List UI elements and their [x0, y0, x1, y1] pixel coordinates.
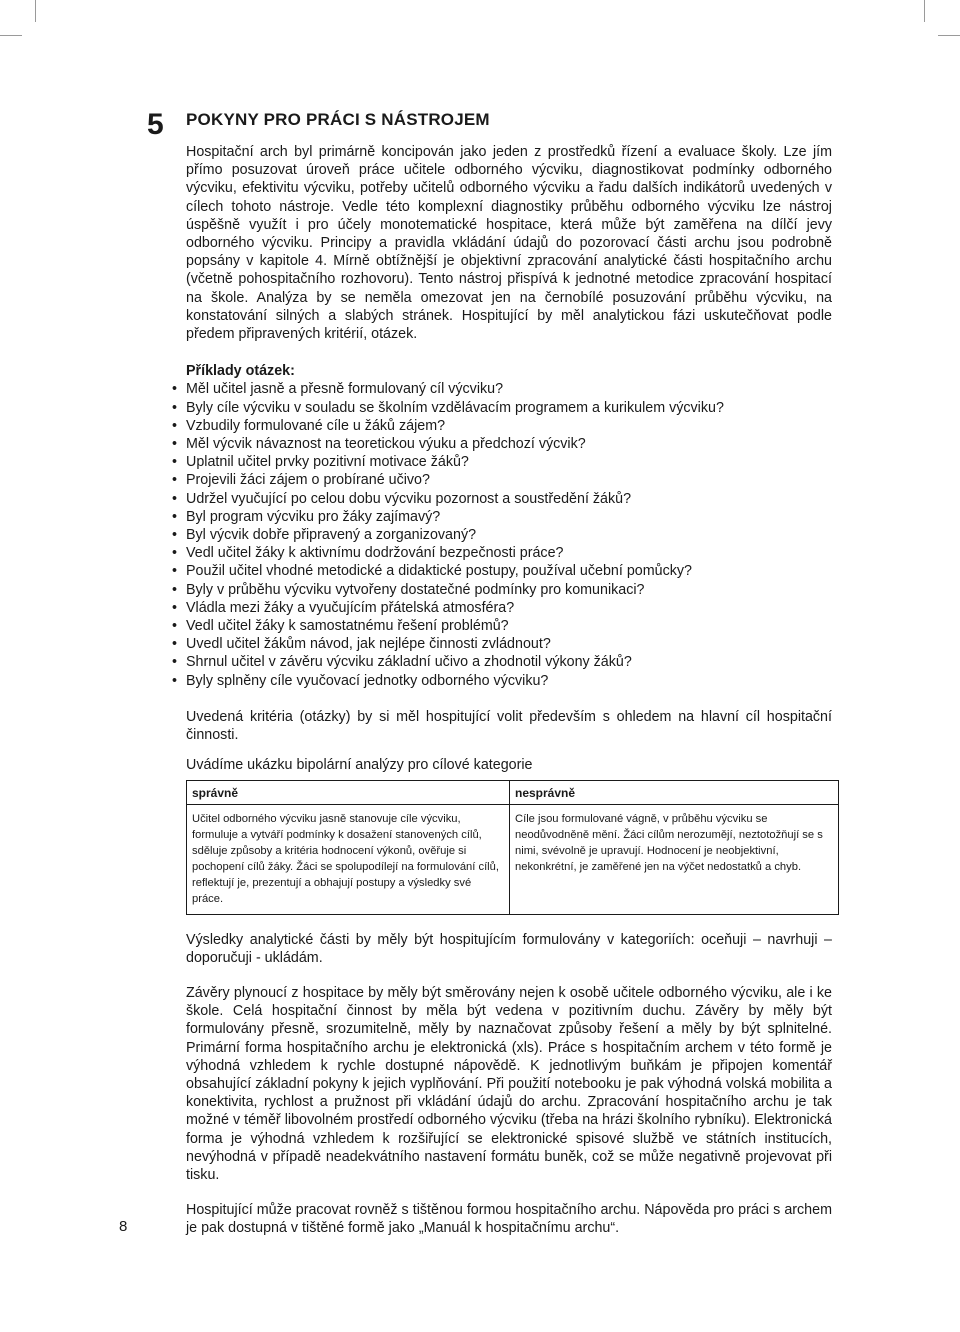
bullet-icon: •: [172, 472, 178, 489]
results-paragraph: Výsledky analytické části by měly být hospitujícím formulovány v kategoriích: oceňuji – navrhuji – doporučuji - ukládám.: [186, 931, 832, 966]
list-item: [172, 562, 832, 580]
question-text: Byly cíle výcviku v souladu se školním vzdělávacím programem a kurikulem výcviku?: [186, 399, 724, 416]
bullet-icon: •: [172, 654, 178, 671]
list-item: [172, 399, 832, 417]
question-text: Uvedl učitel žákům návod, jak nejlépe činnosti zvládnout?: [186, 636, 551, 653]
bullet-icon: •: [172, 618, 178, 635]
question-text: Použil učitel vhodné metodické a didaktické postupy, používal učební pomůcky?: [186, 563, 692, 580]
bipolar-analysis-table: [186, 780, 839, 915]
question-text: Byl výcvik dobře připravený a zorganizovaný?: [186, 527, 477, 544]
question-text: Uplatnil učitel prvky pozitivní motivace žáků?: [186, 454, 469, 471]
list-item: [172, 617, 832, 635]
question-text: Projevili žáci zájem o probírané učivo?: [186, 472, 430, 489]
list-item: [172, 471, 832, 489]
bullet-icon: •: [172, 636, 178, 653]
list-item: [172, 490, 832, 508]
header-incorrect: nesprávně: [510, 780, 839, 804]
list-item: [172, 599, 832, 617]
conclusions-paragraph: Závěry plynoucí z hospitace by měly být směrovány nejen k osobě učitele odborného výcviku, ale i ke škole. Celá hospitační činnost by měla být vedena v pozitivním duchu. Závěry by měly být formulovány přesně, srozumitelně, měly by naznačovat způsoby řešení a měly by být splnitelné. Primární forma hospitačního archu je elektronická (xls). Práce s hospitačním archem v této formě je výhodná vzhledem k rychle dostupné nápovědě. K jednotlivým buňkám je připojen komentář obsahující základní pokyny k jejich vyplňování. Při použití notebooku je pak výhodná volská mobilita a konektivita, rychlost a pružnost při vkládání údajů do archu. Zpracování hospitačního archu je tak možné v téměř libovolném prostředí odborného výcviku (třeba na hrázi školního rybníku). Elektronická forma je výhodná vzhledem k rozšiřující se elektronické spisové službě ve státních institucích, nevýhodná v případě neadekvátního nastavení formátu buněk, což se může negativně projevovat při tisku.: [186, 984, 832, 1183]
list-item: [172, 417, 832, 435]
page-content: [172, 143, 832, 1238]
question-text: Udržel vyučující po celou dobu výcviku pozornost a soustředění žáků?: [186, 490, 632, 507]
bullet-icon: •: [172, 672, 178, 689]
list-item: [172, 526, 832, 544]
bullet-icon: •: [172, 581, 178, 598]
crop-mark-top-left-vertical: [35, 0, 36, 22]
list-item: [172, 453, 832, 471]
bullet-icon: •: [172, 545, 178, 562]
bullet-icon: •: [172, 381, 178, 398]
list-item: [172, 635, 832, 653]
cell-incorrect: Cíle jsou formulované vágně, v průběhu výcviku se neodůvodněně mění. Žáci cílům nerozumějí, neztotožňují se s nimi, svévolně je upravují. Hodnocení je neobjektivní, nekonkrétní, je zaměřené jen na výčet nedostatků a chyb.: [510, 804, 839, 914]
list-item: [172, 653, 832, 671]
chapter-number: 5: [147, 108, 164, 141]
bullet-icon: •: [172, 563, 178, 580]
table-row: [187, 804, 839, 914]
question-text: Vládla mezi žáky a vyučujícím přátelská atmosféra?: [186, 599, 515, 616]
list-item: [172, 672, 832, 690]
question-list: [172, 380, 832, 689]
question-text: Vedl učitel žáky k aktivnímu dodržování bezpečnosti práce?: [186, 545, 564, 562]
question-text: Shrnul učitel v závěru výcviku základní učivo a zhodnotil výkony žáků?: [186, 654, 632, 671]
printed-form-paragraph: Hospitující může pracovat rovněž s tištěnou formou hospitačního archu. Nápověda pro práci s archem je pak dostupná v tištěné formě jako „Manuál k hospitačnímu archu“.: [186, 1202, 832, 1237]
bullet-icon: •: [172, 454, 178, 471]
header-correct: správně: [187, 780, 510, 804]
crop-mark-top-left-horizontal: [0, 35, 22, 36]
list-item: [172, 544, 832, 562]
bullet-icon: •: [172, 508, 178, 525]
intro-paragraph: Hospitační arch byl primárně koncipován jako jeden z prostředků řízení a evaluace školy. Lze jím přímo posuzovat úroveň práce učitele odborného výcviku, diagnostikovat podmínky odborného výcviku, efektivitu výcviku, potřeby učitelů odborného výcviku a řadu dalších indikátorů uvedených v cílech tohoto nástroje. Vedle této komplexní diagnostiky průběhu odborného výcviku lze nástroj úspěšně využít i pro účely monotematické hospitace, která může být zaměřena na dílčí jevy odborného výcviku. Principy a pravidla vkládání údajů do pozorovací části archu jsou podrobně popsány v kapitole 4. Mírně obtížnější je objektivní zpracování analytické části hospitačního archu (včetně pohospitačního rozhovoru). Tento nástroj přispívá k jednotné metodice zpracování hospitací na škole. Analýza by se neměla omezovat jen na černobílé posuzování průběhu výcviku, na konstatování silných a slabých stránek. Hospitující by měl analytickou fázi uskutečňovat podle předem připravených kritérií, otázek.: [186, 144, 832, 343]
examples-heading: Příklady otázek:: [186, 363, 295, 380]
table-header-row: [187, 780, 839, 804]
list-item: [172, 380, 832, 398]
bullet-icon: •: [172, 399, 178, 416]
question-text: Měl výcvik návaznost na teoretickou výuku a předchozí výcvik?: [186, 436, 586, 453]
crop-mark-top-right-horizontal: [938, 35, 960, 36]
bullet-icon: •: [172, 417, 178, 434]
question-text: Vedl učitel žáky k samostatnému řešení problémů?: [186, 618, 509, 635]
question-text: Byly splněny cíle vyučovací jednotky odborného výcviku?: [186, 672, 549, 689]
list-item: [172, 435, 832, 453]
cell-correct: Učitel odborného výcviku jasně stanovuje cíle výcviku, formuluje a vytváří podmínky k dosažení stanovených cílů, sděluje způsoby a kritéria hodnocení výkonů, ověřuje si pochopení cílů žáky. Žáci se spolupodílejí na formulování cílů, reflektují je, prezentují a obhajují postupy a výsledky své práce.: [187, 804, 510, 914]
list-item: [172, 581, 832, 599]
question-text: Měl učitel jasně a přesně formulovaný cíl výcviku?: [186, 381, 504, 398]
chapter-title: POKYNY PRO PRÁCI S NÁSTROJEM: [186, 110, 490, 129]
page-number: 8: [119, 1218, 128, 1235]
table-caption: Uvádíme ukázku bipolární analýzy pro cílové kategorie: [186, 757, 533, 774]
question-text: Vzbudily formulované cíle u žáků zájem?: [186, 417, 446, 434]
crop-mark-top-right-vertical: [924, 0, 925, 22]
question-text: Byl program výcviku pro žáky zajímavý?: [186, 508, 441, 525]
bullet-icon: •: [172, 490, 178, 507]
criteria-paragraph: Uvedená kritéria (otázky) by si měl hospitující volit především s ohledem na hlavní cíl hospitační činnosti.: [186, 708, 832, 744]
question-text: Byly v průběhu výcviku vytvořeny dostatečné podmínky pro komunikaci?: [186, 581, 645, 598]
list-item: [172, 508, 832, 526]
bullet-icon: •: [172, 527, 178, 544]
bullet-icon: •: [172, 599, 178, 616]
bullet-icon: •: [172, 436, 178, 453]
